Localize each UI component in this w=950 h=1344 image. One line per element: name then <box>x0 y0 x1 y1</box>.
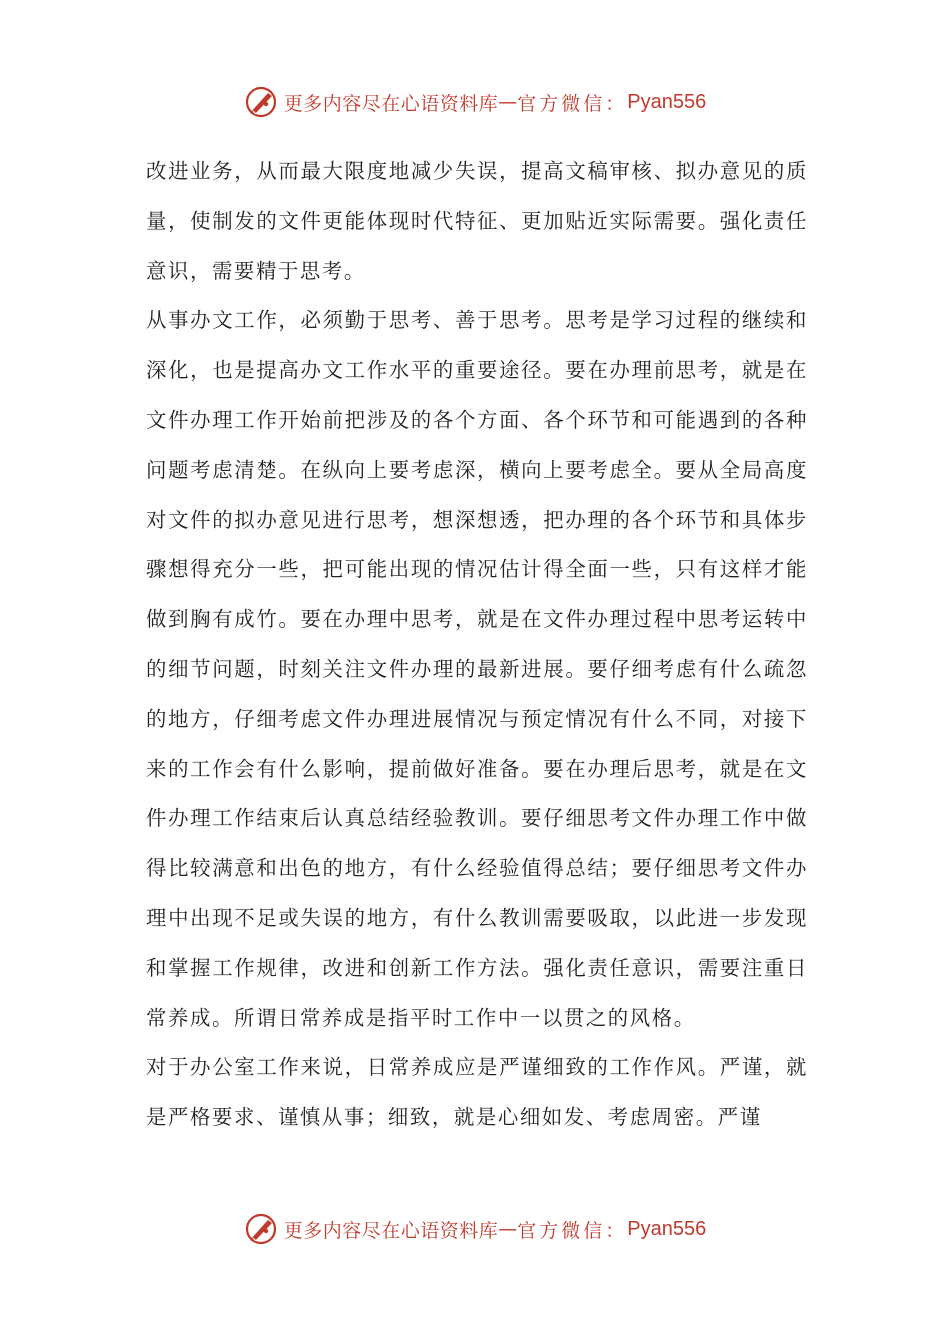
banner-official-label: 官方微信： <box>517 92 628 115</box>
banner-dash: — <box>498 91 518 113</box>
banner-wechat-id: Pyan556 <box>627 1217 707 1240</box>
banner-official-label: 官方微信： <box>517 1219 628 1242</box>
pen-circle-logo-icon <box>244 1212 278 1246</box>
pen-circle-logo-icon <box>244 85 278 119</box>
paragraph: 改进业务，从而最大限度地减少失误，提高文稿审核、拟办意见的质量，使制发的文件更能体现时代特征、更加贴近实际需要。强化责任意识，需要精于思考。 <box>146 159 808 283</box>
banner-brand-text: 更多内容尽在心语资料库 <box>283 1219 499 1242</box>
paragraph: 从事办文工作，必须勤于思考、善于思考。思考是学习过程的继续和深化，也是提高办文工作水平的重要途径。要在办理前思考，就是在文件办理工作开始前把涉及的各个方面、各个环节和可能遇到的各种问题考虑清楚。在纵向上要考虑深，横向上要考虑全。要从全局高度对文件的拟办意见进行思考，想深想透，把办理的各个环节和具体步骤想得充分一些，把可能出现的情况估计得全面一些，只有这样才能做到胸有成竹。要在办理中思考，就是在文件办理过程中思考运转中的细节问题，时刻关注文件办理的最新进展。要仔细考虑有什么疏忽的地方，仔细考虑文件办理进展情况与预定情况有什么不同，对接下来的工作会有什么影响，提前做好准备。要在办理后思考，就是在文件办理工作结束后认真总结经验教训。要仔细思考文件办理工作中做得比较满意和出色的地方，有什么经验值得总结；要仔细思考文件办理中出现不足或失误的地方，有什么教训需要吸取，以此进一步发现和掌握工作规律，改进和创新工作方法。强化责任意识，需要注重日常养成。所谓日常养成是指平时工作中一以贯之的风格。 <box>146 308 808 1030</box>
banner-dash: — <box>498 1218 518 1240</box>
header-banner <box>0 80 950 124</box>
paragraph: 对于办公室工作来说，日常养成应是严谨细致的工作作风。严谨，就是严格要求、谨慎从事；细致，就是心细如发、考虑周密。严谨 <box>146 1055 808 1130</box>
banner-brand-text: 更多内容尽在心语资料库 <box>283 92 499 115</box>
document-body <box>146 147 808 1143</box>
footer-banner <box>0 1207 950 1251</box>
banner-wechat-id: Pyan556 <box>627 90 707 113</box>
